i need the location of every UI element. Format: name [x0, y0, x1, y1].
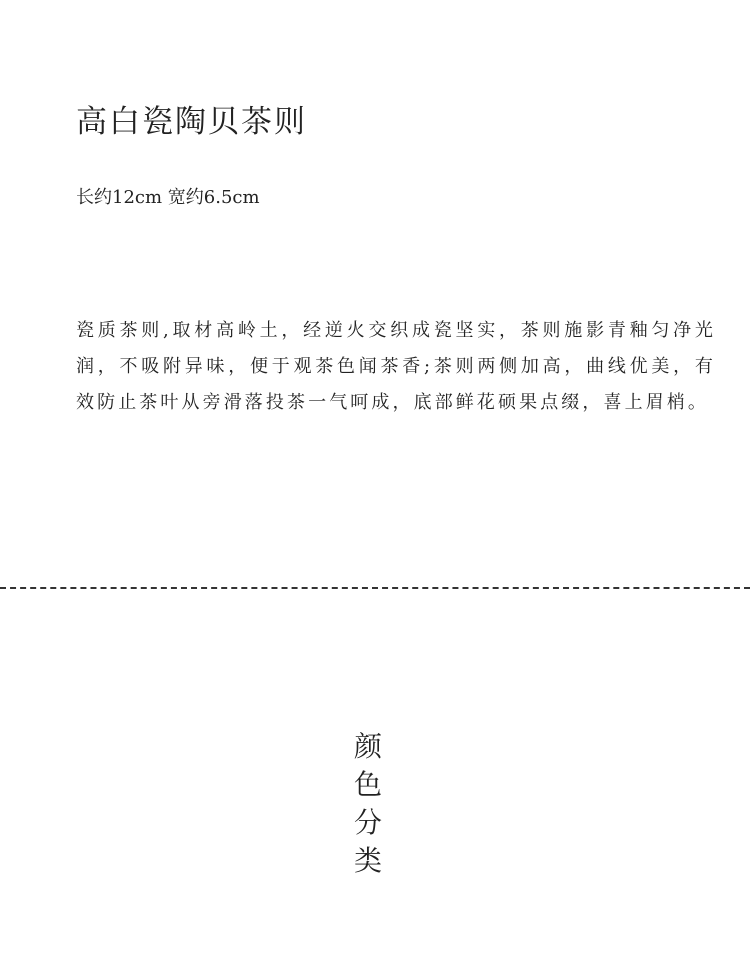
product-dimensions: 长约12cm 宽约6.5cm	[76, 187, 260, 208]
product-description: 瓷质茶则,取材高岭土，经逆火交织成瓷坚实，茶则施影青釉匀净光润，不吸附异味，便于观茶色闻茶香;茶则两侧加高，曲线优美，有效防止茶叶从旁滑落投茶一气呵成，底部鲜花硕果点缀，喜上眉梢。	[76, 320, 716, 413]
product-title: 高白瓷陶贝茶则	[76, 104, 307, 140]
color-category-heading: 颜色分类	[353, 730, 382, 877]
section-divider	[0, 587, 750, 589]
